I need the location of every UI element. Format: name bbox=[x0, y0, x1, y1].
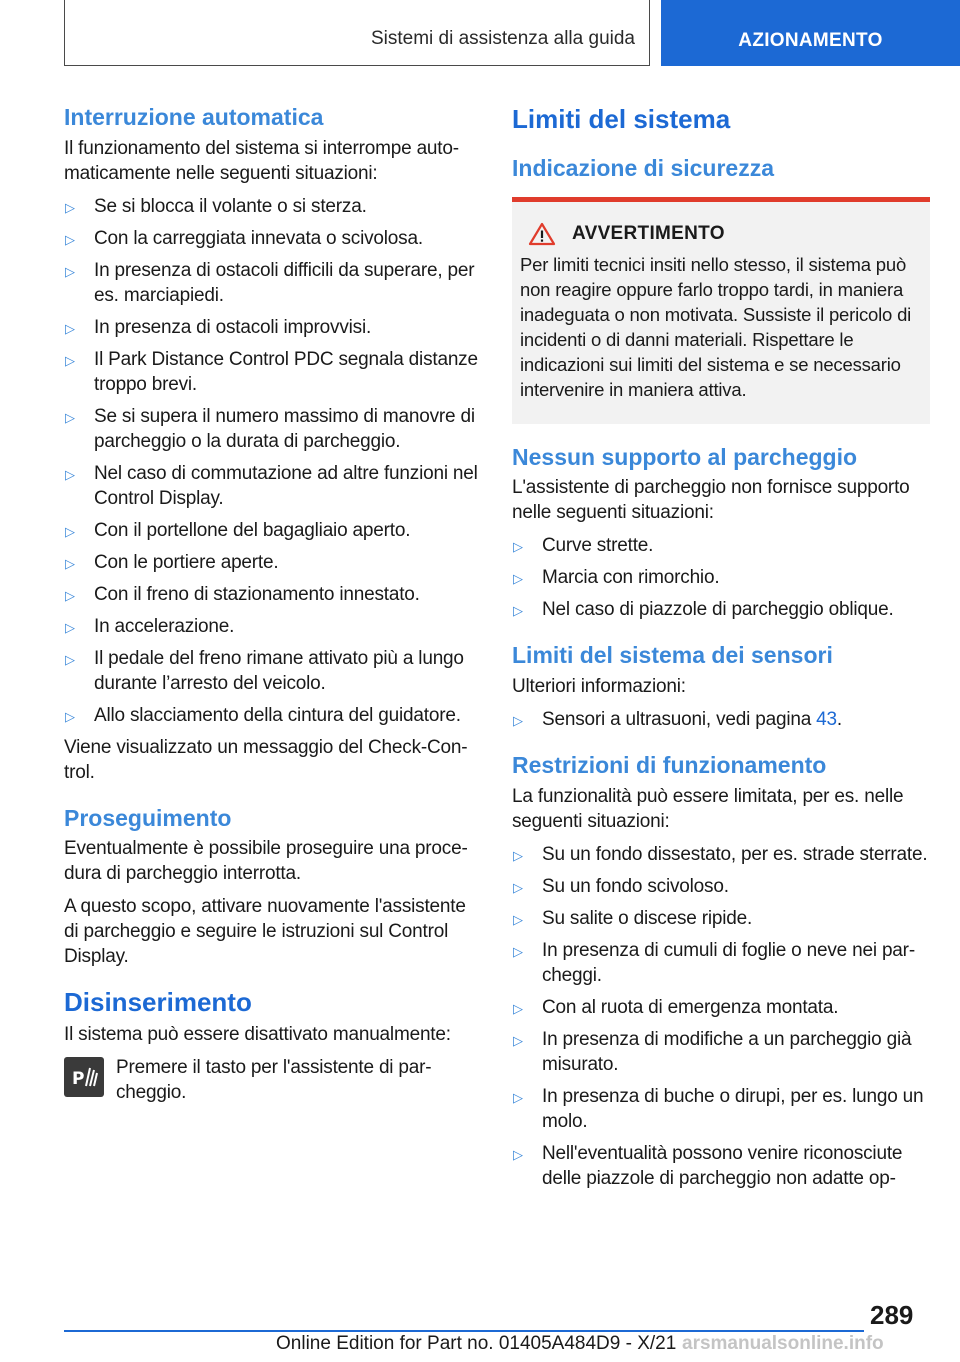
triangle-right-icon: ▷ bbox=[65, 651, 75, 667]
triangle-right-icon: ▷ bbox=[65, 263, 75, 279]
triangle-right-icon: ▷ bbox=[65, 320, 75, 336]
nessun-list bbox=[512, 533, 930, 622]
list-item: ▷ Nel caso di commutazione ad altre funzioni nel Control Display. bbox=[65, 462, 478, 509]
chapter-tab[interactable] bbox=[661, 0, 960, 66]
heading-restrizioni: Restrizioni di funzionamento bbox=[512, 751, 827, 778]
list-item: ▷ Nel caso di piazzole di parcheggio oblique. bbox=[512, 597, 930, 622]
triangle-right-icon: ▷ bbox=[513, 1089, 523, 1105]
warning-title: AVVERTIMENTO bbox=[572, 222, 725, 244]
disinserimento-button-text: Premere il tasto per l'assistente di parcheggio. bbox=[116, 1057, 432, 1104]
list-item: ▷ Allo slacciamento della cintura del guidatore. bbox=[64, 703, 482, 728]
triangle-right-icon: ▷ bbox=[65, 587, 75, 603]
triangle-right-icon: ▷ bbox=[65, 409, 75, 425]
heading-disinserimento: Disinserimento bbox=[64, 987, 252, 1018]
disinserimento-p1: Il sistema può essere disattivato manualmente: bbox=[64, 1024, 451, 1046]
park-assist-button-icon bbox=[64, 1057, 104, 1097]
list-item: ▷ In presenza di modifiche a un parcheggio già misurato. bbox=[513, 1028, 912, 1075]
list-item: ▷ Se si supera il numero massimo di manovre di parcheggio o la durata di parcheggio. bbox=[65, 405, 475, 452]
list-item: ▷ Curve strette. bbox=[512, 533, 930, 558]
warning-header bbox=[520, 222, 922, 246]
heading-limiti-sistema: Limiti del sistema bbox=[512, 104, 731, 134]
triangle-right-icon: ▷ bbox=[65, 619, 75, 635]
warning-triangle-icon bbox=[528, 222, 556, 246]
list-item: ▷ Con il freno di stazionamento innestato. bbox=[64, 582, 482, 607]
list-item: ▷ In presenza di buche o dirupi, per es. lungo un molo. bbox=[513, 1085, 924, 1132]
nessun-intro: L'assistente di parcheggio non fornisce supporto nelle seguenti situazioni: bbox=[512, 477, 910, 524]
triangle-right-icon: ▷ bbox=[65, 555, 75, 571]
left-column bbox=[64, 100, 482, 1105]
sensori-list bbox=[512, 707, 930, 732]
proseguimento-p2: A questo scopo, attivare nuovamente l'assistente di parcheggio e seguire le istruzioni sul Control Display. bbox=[64, 896, 466, 968]
warning-box bbox=[512, 197, 930, 424]
list-item: ▷ Il Park Distance Control PDC segnala distanze troppo brevi. bbox=[65, 348, 478, 395]
triangle-right-icon: ▷ bbox=[65, 466, 75, 482]
right-column bbox=[512, 100, 930, 1198]
triangle-right-icon: ▷ bbox=[65, 523, 75, 539]
interruzione-list bbox=[64, 194, 482, 728]
triangle-right-icon: ▷ bbox=[513, 712, 523, 728]
triangle-right-icon: ▷ bbox=[65, 352, 75, 368]
heading-limiti-sensori: Limiti del sistema dei sensori bbox=[512, 642, 833, 669]
warning-text: Per limiti tecnici insiti nello stesso, il sistema può non reagire oppure farlo troppo tardi, in maniera inadeguata o non motivata. Sussiste il pericolo di incidenti o di danni materiali. Rispettare le indicazioni sui limiti del sistema e se necessario intervenire in maniera attiva. bbox=[520, 253, 912, 400]
list-item: ▷ In accelerazione. bbox=[64, 614, 482, 639]
page-number: 289 bbox=[870, 1300, 914, 1330]
sensori-intro: Ulteriori informazioni: bbox=[512, 675, 686, 697]
triangle-right-icon: ▷ bbox=[513, 1146, 523, 1162]
footer-edition: Online Edition for Part no. 01405A484D9 - X/21 bbox=[276, 1333, 677, 1354]
triangle-right-icon: ▷ bbox=[513, 571, 523, 587]
triangle-right-icon: ▷ bbox=[513, 1032, 523, 1048]
header-section-box bbox=[64, 0, 650, 66]
triangle-right-icon: ▷ bbox=[65, 199, 75, 215]
triangle-right-icon: ▷ bbox=[65, 231, 75, 247]
list-item: ▷ Nell'eventualità possono venire riconosciute delle piazzole di parcheggio non adatte op- bbox=[513, 1142, 903, 1189]
list-item: ▷ In presenza di ostacoli difficili da superare, per es. marciapiedi. bbox=[65, 259, 475, 306]
svg-text:P: P bbox=[72, 1069, 85, 1090]
list-item: ▷ Su un fondo scivoloso. bbox=[512, 874, 930, 899]
list-item: ▷ Se si blocca il volante o si sterza. bbox=[64, 194, 482, 219]
list-item: ▷ Il pedale del freno rimane attivato più a lungo durante l’arresto del veicolo. bbox=[65, 647, 464, 694]
park-button-row bbox=[64, 1055, 482, 1105]
list-item: ▷ Sensori a ultrasuoni, vedi pagina 43. bbox=[512, 707, 930, 732]
triangle-right-icon: ▷ bbox=[513, 879, 523, 895]
page-link-43[interactable]: 43 bbox=[816, 708, 837, 730]
list-item: ▷ Su salite o discese ripide. bbox=[512, 906, 930, 931]
heading-nessun-supporto: Nessun supporto al parcheggio bbox=[512, 443, 858, 470]
triangle-right-icon: ▷ bbox=[513, 539, 523, 555]
list-item: ▷ Su un fondo dissestato, per es. strade sterrate. bbox=[512, 842, 930, 867]
chapter-tab-label: AZIONAMENTO bbox=[738, 30, 883, 51]
triangle-right-icon: ▷ bbox=[513, 1000, 523, 1016]
interruzione-intro: Il funzionamento del sistema si interrompe automaticamente nelle seguenti situazioni: bbox=[64, 137, 460, 184]
heading-proseguimento: Proseguimento bbox=[64, 804, 232, 831]
list-item: ▷ Con il portellone del bagagliaio aperto. bbox=[64, 518, 482, 543]
heading-interruzione: Interruzione automatica bbox=[64, 104, 324, 130]
list-item: ▷ In presenza di ostacoli improvvisi. bbox=[64, 315, 482, 340]
triangle-right-icon: ▷ bbox=[513, 847, 523, 863]
restrizioni-intro: La funzionalità può essere limitata, per es. nelle seguenti situazioni: bbox=[512, 785, 904, 832]
list-item: ▷ In presenza di cumuli di foglie o neve nei parcheggi. bbox=[513, 939, 916, 986]
footer-divider bbox=[64, 1330, 864, 1332]
proseguimento-p1: Eventualmente è possibile proseguire una procedura di parcheggio interrotta. bbox=[64, 838, 468, 885]
triangle-right-icon: ▷ bbox=[513, 603, 523, 619]
interruzione-outro: Viene visualizzato un messaggio del Check-Control. bbox=[64, 736, 468, 783]
section-title: Sistemi di assistenza alla guida bbox=[370, 28, 635, 49]
heading-indicazione-sicurezza: Indicazione di sicurezza bbox=[512, 155, 775, 182]
triangle-right-icon: ▷ bbox=[65, 708, 75, 724]
triangle-right-icon: ▷ bbox=[513, 911, 523, 927]
list-item: ▷ Marcia con rimorchio. bbox=[512, 565, 930, 590]
list-item: ▷ Con la carreggiata innevata o scivolosa. bbox=[64, 226, 482, 251]
footer-watermark: arsmanualsonline.info bbox=[682, 1333, 884, 1354]
list-item: ▷ Con le portiere aperte. bbox=[64, 550, 482, 575]
list-item: ▷ Con al ruota di emergenza montata. bbox=[512, 995, 930, 1020]
restrizioni-list bbox=[512, 842, 930, 1191]
triangle-right-icon: ▷ bbox=[513, 943, 523, 959]
